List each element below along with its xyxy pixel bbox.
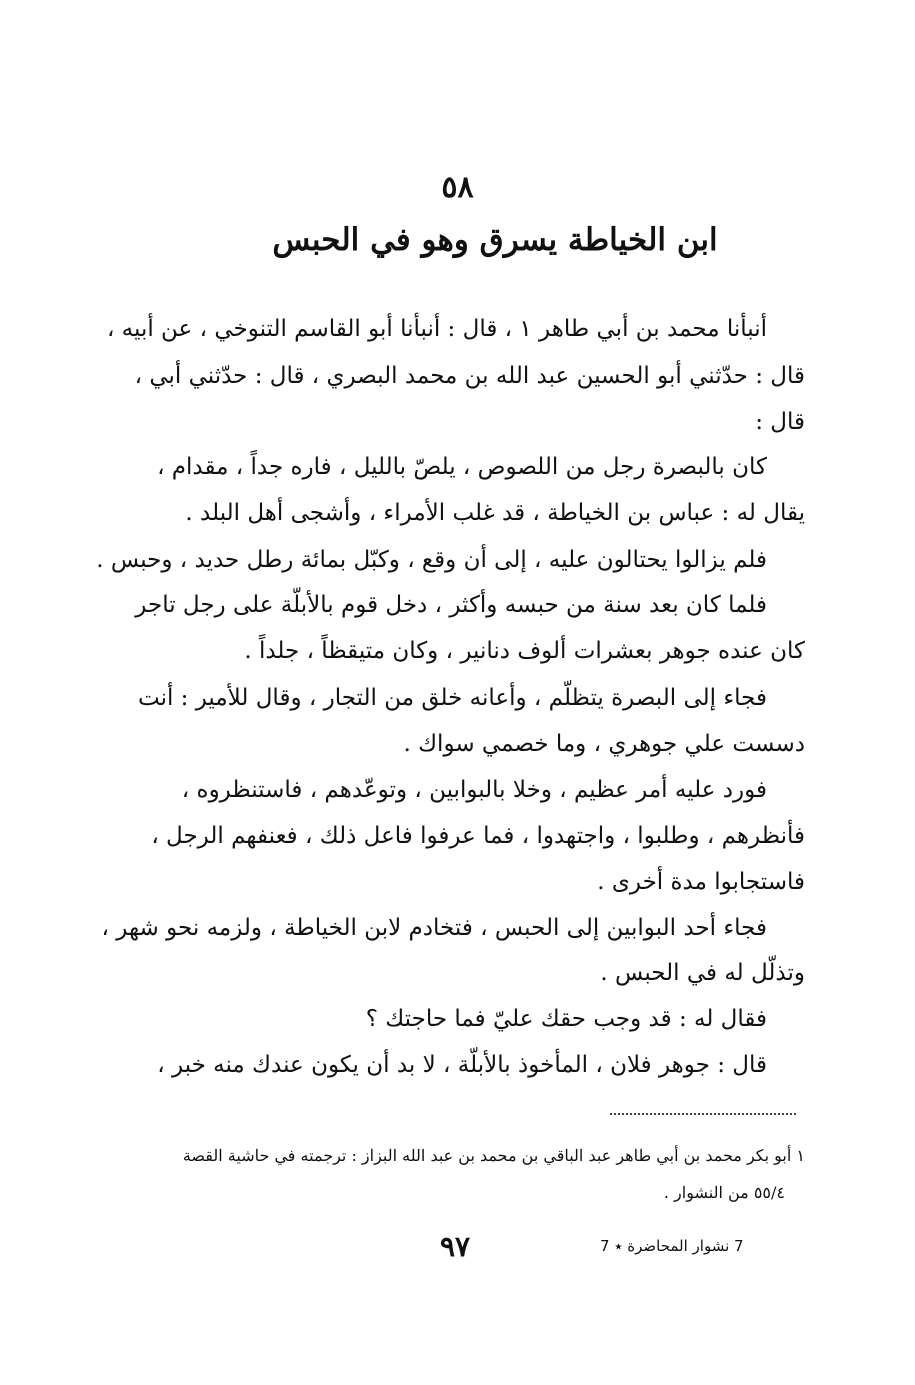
body-line: قال : [755,409,805,435]
footnote-separator [610,1113,796,1115]
page-number: ٩٧ [440,1230,471,1263]
body-line: كان بالبصرة رجل من اللصوص ، يلصّ بالليل ، فاره جداً ، مقدام ، [157,454,767,480]
chapter-title: ابن الخياطة يسرق وهو في الحبس [272,222,718,258]
body-line: فورد عليه أمر عظيم ، وخلا بالبوابين ، وتوعّدهم ، فاستنظروه ، [181,777,767,803]
body-line: فجاء إلى البصرة يتظلّم ، وأعانه خلق من التجار ، وقال للأمير : أنت [137,685,767,711]
printer-signature: 7 نشوار المحاضرة ٭ 7 [600,1237,744,1255]
footnote-line: ١ أبو بكر محمد بن أبي طاهر عبد الباقي بن محمد بن عبد الله البزاز : ترجمته في حاشية القصة [182,1146,805,1165]
body-line: فاستجابوا مدة أخرى . [597,869,805,895]
body-line: فلما كان بعد سنة من حبسه وأكثر ، دخل قوم بالأبلّة على رجل تاجر [135,592,767,618]
body-line: دسست علي جوهري ، وما خصمي سواك . [403,731,805,757]
body-line: أنبأنا محمد بن أبي طاهر ١ ، قال : أنبأنا أبو القاسم التنوخي ، عن أبيه ، [106,316,767,342]
body-line: وتذلّل له في الحبس . [600,960,805,986]
body-line: فأنظرهم ، وطلبوا ، واجتهدوا ، فما عرفوا فاعل ذلك ، فعنفهم الرجل ، [151,823,805,849]
body-line: فقال له : قد وجب حقك عليّ فما حاجتك ؟ [365,1006,767,1032]
body-line: فجاء أحد البوابين إلى الحبس ، فتخادم لابن الخياطة ، ولزمه نحو شهر ، [101,915,767,941]
chapter-number: ٥٨ [441,170,474,205]
footnote-line: ٥٥/٤ من النشوار . [663,1183,785,1202]
body-line: كان عنده جوهر بعشرات ألوف دنانير ، وكان متيقظاً ، جلداً . [244,638,805,664]
body-line: قال : جوهر فلان ، المأخوذ بالأبلّة ، لا بد أن يكون عندك منه خبر ، [157,1052,767,1078]
body-line: قال : حدّثني أبو الحسين عبد الله بن محمد البصري ، قال : حدّثني أبي ، [134,363,805,389]
body-line: فلم يزالوا يحتالون عليه ، إلى أن وقع ، وكبّل بمائة رطل حديد ، وحبس . [96,547,767,573]
body-line: يقال له : عباس بن الخياطة ، قد غلب الأمراء ، وأشجى أهل البلد . [185,500,805,526]
